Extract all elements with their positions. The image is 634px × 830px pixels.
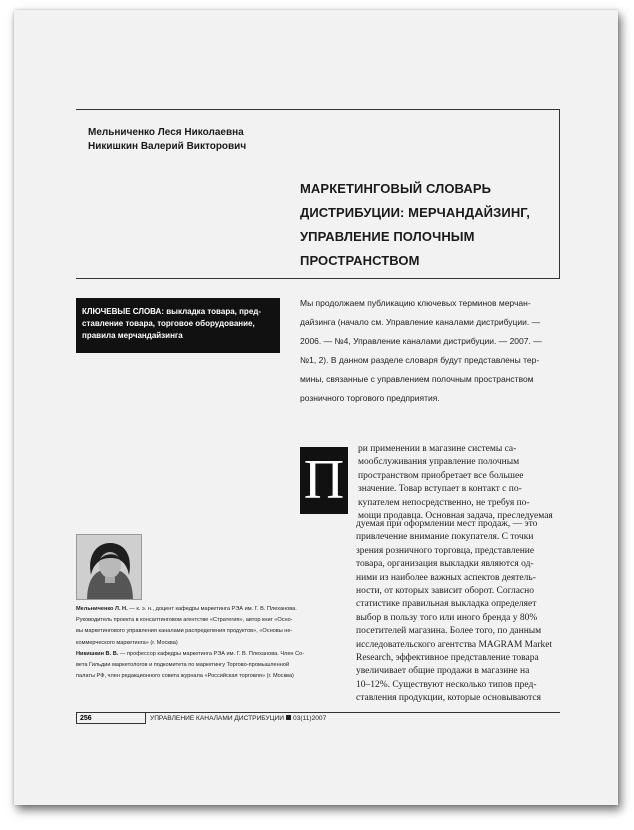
author-name: Мельниченко Леся Николаевна [88,127,244,138]
author-list [88,126,246,154]
body-text-top [358,443,553,523]
author-photo [76,534,142,600]
journal-running-footer [150,713,326,724]
body-line: зрения розничного торговца, представление [356,545,535,556]
portrait-image [77,535,142,600]
body-line: купателем непосредственно, не требуя по- [358,497,530,508]
intro-line: 2006. — №4, Управление каналами дистрибуции. — 2007. — [300,336,542,346]
author-bios [76,604,338,682]
intro-line: Мы продолжаем публикацию ключевых терминов мерчан- [300,298,531,308]
body-line: выбор в пользу того или иного бренда у 80% [356,612,538,623]
body-line: Research, эффективное представление товара [356,653,539,664]
bio-line: палаты РФ, член редакционного совета журнала «Российская торговля» (г. Москва) [76,673,294,680]
bio-line: Никишкин В. В. — профессор кафедры маркетинга РЭА им. Г. В. Плеханова. Член Со- [76,650,305,657]
body-line: 10–12%. Существуют несколько типов пред- [356,679,537,690]
body-line: исследовательского агентства MAGRAM Market [356,639,553,650]
author-name: Никишкин Валерий Викторович [88,141,247,152]
intro-paragraph [300,294,562,408]
bio-line: вета Гильдии маркетологов и подкомитета по маркетингу Торгово-промышленной [76,662,290,669]
intro-line: дайзинга (начало см. Управление каналами дистрибуции. — [300,317,541,327]
bio-line: вы маркетингового управления каналами распределения продуктов», «Основы не- [76,628,293,635]
journal-issue: 03(11)2007 [293,715,327,722]
bio-line: коммерческого маркетинга» (г. Москва) [76,639,178,646]
body-text-main [356,518,552,706]
keywords-line: правила мерчандайзинга [82,331,183,340]
body-line: мообслуживания управление полочным [358,457,520,468]
bio-line: Руководитель проекта в консалтинговом агентстве «Стратегия», автор книг «Осно- [76,617,293,624]
body-line: посетителей магазина. Более того, по данным [356,626,542,637]
title-line: ДИСТРИБУЦИИ: МЕРЧАНДАЙЗИНГ, [300,205,531,220]
body-line: ности, от которых зависит оборот. Согласно [356,586,534,597]
title-line: УПРАВЛЕНИЕ ПОЛОЧНЫМ [300,229,475,244]
bio-name: Мельниченко Л. Н. [76,606,128,612]
body-line: ставления продукции, которые основываются [356,693,542,704]
body-line: увеличивает общие продажи в магазине на [356,666,530,677]
body-line: пространством приобретает все большее [358,470,524,481]
intro-line: №1, 2). В данном разделе словаря будут представлены тер- [300,355,540,365]
body-line: привлечение внимание покупателя. С точки [356,532,534,543]
body-line: ними из наиболее важных аспектов деятель- [356,572,536,583]
body-line: значение. Товар вступает в контакт с по- [358,484,522,495]
bio-line: Мельниченко Л. Н. — к. э. н., доцент кафедры маркетинга РЭА им. Г. В. Плеханова. [76,606,297,612]
title-line: ПРОСТРАНСТВОМ [300,253,420,268]
page-number: 256 [76,713,146,724]
body-line: мощи продавца. Основная задача, преследуемая [358,511,553,522]
square-bullet-icon [286,715,291,720]
intro-line: розничного торгового предприятия. [300,393,440,403]
article-title [300,177,550,273]
body-line: ри применении в магазине системы са- [358,444,517,454]
bio-name: Никишкин В. В. [76,650,119,657]
intro-line: мины, связанные с управлением полочным пространством [300,374,534,384]
keywords-box [76,298,280,353]
keywords-line: КЛЮЧЕВЫЕ СЛОВА: выкладка товара, пред- [82,307,262,316]
body-line: товара, организация выкладки являются од- [356,559,534,570]
title-line: МАРКЕТИНГОВЫЙ СЛОВАРЬ [300,181,492,196]
body-line: статистике правильная выкладка определяет [356,599,537,610]
drop-cap: П [300,447,348,514]
body-line: дуемая при оформлении мест продаж, — это [356,519,538,529]
journal-name: УПРАВЛЕНИЕ КАНАЛАМИ ДИСТРИБУЦИИ [150,715,285,722]
keywords-line: ставление товара, торговое оборудование, [82,319,255,328]
